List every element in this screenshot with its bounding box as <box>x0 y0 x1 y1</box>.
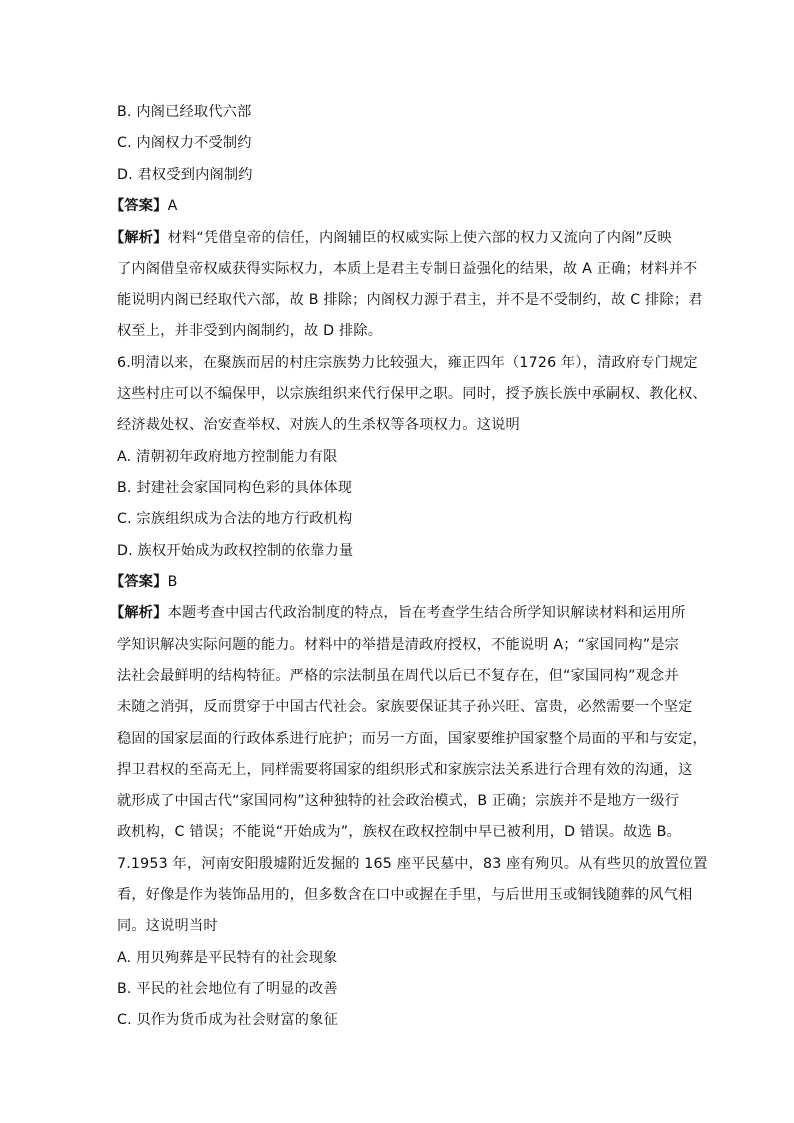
q6-analysis-line-3: 法社会最鲜明的结构特征。严格的宗法制虽在周代以后已不复存在，但“家国同构”观念并 <box>117 668 679 684</box>
q5-option-c: C. 内阁权力不受制约 <box>117 135 252 151</box>
analysis-tag: 【解析】 <box>110 605 168 621</box>
answer-value: B <box>167 574 178 590</box>
q7-option-c: C. 贝作为货币成为社会财富的象征 <box>117 1012 338 1028</box>
q6-answer <box>110 572 670 592</box>
analysis-tag: 【解析】 <box>110 230 168 246</box>
q7-option-b: B. 平民的社会地位有了明显的改善 <box>117 981 338 997</box>
q6-option-a: A. 清朝初年政府地方控制能力有限 <box>117 449 338 465</box>
q6-stem-line-1: 6.明清以来，在聚族而居的村庄宗族势力比较强大，雍正四年（1726 年），清政府专门规定 <box>117 355 698 371</box>
q6-stem-line-2: 这些村庄可以不编保甲，以宗族组织来代行保甲之职。同时，授予族长族中承嗣权、教化权、 <box>117 386 707 402</box>
q5-answer <box>110 196 670 216</box>
answer-value: A <box>167 198 178 214</box>
q6-analysis-line-7: 就形成了中国古代“家国同构”这种独特的社会政治模式，B 正确；宗族并不是地方一级行 <box>117 793 680 809</box>
q5-analysis-line-1 <box>110 228 670 248</box>
q5-option-b: B. 内阁已经取代六部 <box>117 104 252 120</box>
analysis-text: 本题考查中国古代政治制度的特点，旨在考查学生结合所学知识解读材料和运用所 <box>167 605 686 621</box>
q7-option-a: A. 用贝殉葬是平民特有的社会现象 <box>117 950 338 966</box>
q5-analysis-line-3: 能说明内阁已经取代六部，故 B 排除；内阁权力源于君主，并不是不受制约，故 C 排除；君 <box>117 292 703 308</box>
q6-option-b: B. 封建社会家国同构色彩的具体体现 <box>117 480 353 496</box>
q7-stem-line-2: 看，好像是作为装饰品用的，但多数含在口中或握在手里，与后世用玉或铜钱随葬的风气相 <box>117 887 693 903</box>
q6-analysis-line-5: 稳固的国家层面的行政体系进行庇护；而另一方面，国家要维护国家整个局面的平和与安定， <box>117 731 707 747</box>
q7-stem-line-1: 7.1953 年，河南安阳殷墟附近发掘的 165 座平民墓中，83 座有殉贝。从有些贝的放置位置 <box>117 856 708 872</box>
q6-option-d: D. 族权开始成为政权控制的依靠力量 <box>117 543 354 559</box>
answer-tag: 【答案】 <box>110 198 168 214</box>
q6-analysis-line-8: 政机构，C 错误；不能说“开始成为”，族权在政权控制中早已被利用，D 错误。故选 B。 <box>117 824 681 840</box>
q6-analysis-line-4: 未随之消弭，反而贯穿于中国古代社会。家族要保证其子孙兴旺、富贵，必然需要一个坚定 <box>117 699 693 715</box>
analysis-text: 材料“凭借皇帝的信任，内阁辅臣的权威实际上使六部的权力又流向了内阁”反映 <box>167 230 672 246</box>
q6-stem-line-3: 经济裁处权、治安查举权、对族人的生杀权等各项权力。这说明 <box>117 417 520 433</box>
q5-option-d: D. 君权受到内阁制约 <box>117 167 253 183</box>
q6-analysis-line-6: 捍卫君权的至高无上，同样需要将国家的组织形式和家族宗法关系进行合理有效的沟通，这 <box>117 762 693 778</box>
q6-analysis-line-2: 学知识解决实际问题的能力。材料中的举措是清政府授权，不能说明 A；“家国同构”是宗 <box>117 637 680 653</box>
q6-analysis-line-1 <box>110 603 686 623</box>
q5-analysis-line-2: 了内阁借皇帝权威获得实际权力，本质上是君主专制日益强化的结果，故 A 正确；材料并不 <box>117 261 698 277</box>
q7-stem-line-3: 同。这说明当时 <box>117 918 218 934</box>
q6-option-c: C. 宗族组织成为合法的地方行政机构 <box>117 511 353 527</box>
answer-tag: 【答案】 <box>110 574 168 590</box>
q5-analysis-line-4: 权至上，并非受到内阁制约，故 D 排除。 <box>117 323 383 339</box>
